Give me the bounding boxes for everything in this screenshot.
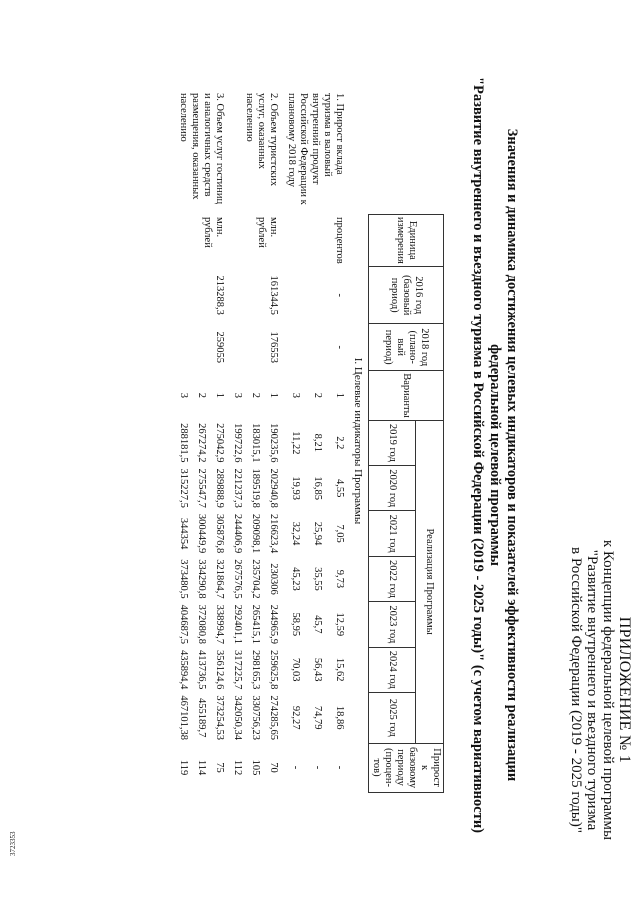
title-line: "Развитие внутреннего и въездного туризма в Российской Федерации (2019 - 2025 годы)" (с учетом вариативности) [470,76,486,834]
year-value: 373480,5 [178,559,189,599]
year-value: 330756,23 [250,695,261,741]
year-value: 274285,65 [268,695,279,741]
variant-cell: 3 [290,392,301,399]
year-value: 189519,8 [250,468,261,508]
variant-cell: 3 [232,392,243,399]
year-value: 288181,5 [178,423,189,463]
year-value: 344354 [178,517,189,550]
year-value: 199722,6 [232,423,243,463]
value-2016: 213288,3 [214,275,225,315]
variant-cell: 3 [178,392,189,399]
year-value: 11,22 [290,431,301,455]
variant-cell: 1 [268,392,279,399]
value-2016: 161344,5 [268,275,279,315]
year-value: 221237,3 [232,468,243,508]
year-value: 244965,9 [268,604,279,645]
value-2016: - [334,293,345,297]
table-row [264,90,282,792]
year-header: 2024 год [369,647,416,692]
growth-cell: 112 [232,759,243,776]
section-title: I. Целевые индикаторы Программы [352,357,364,525]
appendix-title: ПРИЛОЖЕНИЕ № 1 [616,616,633,764]
year-value: 216623,4 [268,513,279,554]
year-value: 16,85 [312,476,323,501]
year-value: 183015,1 [250,423,261,463]
year-header: 2022 год [369,556,416,601]
year-value: 15,62 [334,657,345,682]
growth-cell: 70 [268,762,279,773]
year-header: 2020 год [369,466,416,511]
title-line: Значения и динамика достижения целевых индикаторов и показателей эффективности реализации [504,128,520,782]
variants-header: Варианты [369,371,444,420]
section-row [348,90,369,792]
year-value: 275547,7 [196,468,207,508]
year-value: 372080,8 [196,604,207,645]
year-value: 58,95 [290,612,301,637]
year-header: 2025 год [369,692,416,743]
year2016-header: 2016 год (базовый период) [369,267,444,324]
year-value: 74,79 [312,705,323,730]
growth-cell: - [290,765,301,770]
year-value: 7,05 [334,524,345,543]
year-value: 209098,1 [250,513,261,554]
growth-cell: 75 [214,762,225,773]
variant-cell: 2 [250,392,261,399]
year-value: 8,21 [312,433,323,453]
year-value: 338994,7 [214,604,225,645]
year-value: 300449,9 [196,513,207,554]
year-value: 56,43 [312,657,323,682]
growth-header: Прирост к базовому периоду (процен-тов) [369,743,444,792]
year-value: 373254,53 [214,695,225,741]
document-id: 3723353 [9,831,17,856]
year-header: 2021 год [369,511,416,556]
year-value: 404687,5 [178,604,189,645]
year-value: 12,59 [334,612,345,637]
year-header: 2023 год [369,602,416,647]
year-value: 92,27 [290,705,301,730]
year-value: 230306 [268,563,279,595]
year-value: 275042,9 [214,423,225,463]
year-value: 305876,8 [214,513,225,554]
year-value: 9,73 [334,569,345,589]
year-value: 45,23 [290,567,301,591]
unit-cell: млн. рублей [202,217,225,248]
indicator-name: 2. Объем туристских услуг, оказанных населению [244,93,279,187]
value-2018: - [334,345,345,349]
indicator-name: 3. Объем услуг гостиниц и аналогичных средств размещения, оказанных населению [178,93,225,205]
document-title [469,40,520,870]
variant-cell: 2 [196,392,207,399]
year-value: 289888,9 [214,468,225,508]
year-value: 317225,7 [232,650,243,690]
year-value: 298165,3 [250,650,261,690]
realization-header: Реализация Программы [416,420,444,743]
variant-cell: 2 [312,392,323,399]
year-value: 35,55 [312,567,323,591]
year-value: 25,94 [312,521,323,546]
year-value: 2,2 [334,436,345,450]
year-value: 435894,4 [178,650,189,690]
year-value: 455189,7 [196,698,207,738]
variant-cell: 1 [214,392,225,399]
growth-cell: 114 [196,759,207,776]
year-value: 19,93 [290,476,301,501]
year-value: 467101,38 [178,695,189,741]
indicator-name: 1. Прирост вклада туризма в валовый внутренний продукт Российской Федерации к плановому 2018 году [286,93,345,205]
year-value: 190235,6 [268,423,279,463]
year-value: 342050,34 [232,695,243,741]
unit-cell: млн. рублей [256,217,279,248]
year2018-header: 2018 год (плано-вый период) [369,324,444,371]
year-value: 45,7 [312,615,323,634]
year-value: 315227,5 [178,468,189,508]
year-value: 321864,7 [214,559,225,599]
year-value: 259625,8 [268,650,279,690]
appendix-line: в Российской Федерации (2019 - 2025 годы)" [568,546,584,833]
year-value: 4,55 [334,479,345,498]
year-value: 267274,2 [196,423,207,463]
growth-cell: 119 [178,759,189,776]
year-value: 265415,1 [250,604,261,645]
year-value: 244406,9 [232,513,243,554]
value-2018: 259055 [214,331,225,363]
variant-cell: 1 [334,392,345,399]
year-header: 2019 год [369,420,416,465]
name-header [369,90,444,214]
year-value: 334290,8 [196,559,207,599]
growth-cell: - [334,765,345,770]
value-2018: 176553 [268,331,279,363]
year-value: 292401,1 [232,604,243,645]
year-value: 202940,8 [268,468,279,508]
unit-header: Единица измерения [369,214,444,267]
year-value: 32,24 [290,521,301,546]
table-row [326,90,348,792]
year-value: 267576,5 [232,559,243,599]
title-line: федеральной целевой программы [487,344,503,566]
growth-cell: - [312,765,323,770]
unit-cell: процентов [334,217,345,264]
table-body [174,90,369,792]
appendix-line: "Развитие внутреннего и въездного туризма [584,549,600,831]
year-value: 235704,2 [250,559,261,599]
year-value: 70,03 [290,657,301,682]
year-value: 356124,6 [214,650,225,690]
growth-cell: 105 [250,759,261,776]
table-row [210,90,228,792]
year-value: 18,86 [334,705,345,730]
appendix-line: к Концепции федеральной целевой программы [600,539,616,841]
year-value: 413736,5 [196,650,207,690]
indicators-table [174,90,444,793]
appendix-block [568,510,632,870]
